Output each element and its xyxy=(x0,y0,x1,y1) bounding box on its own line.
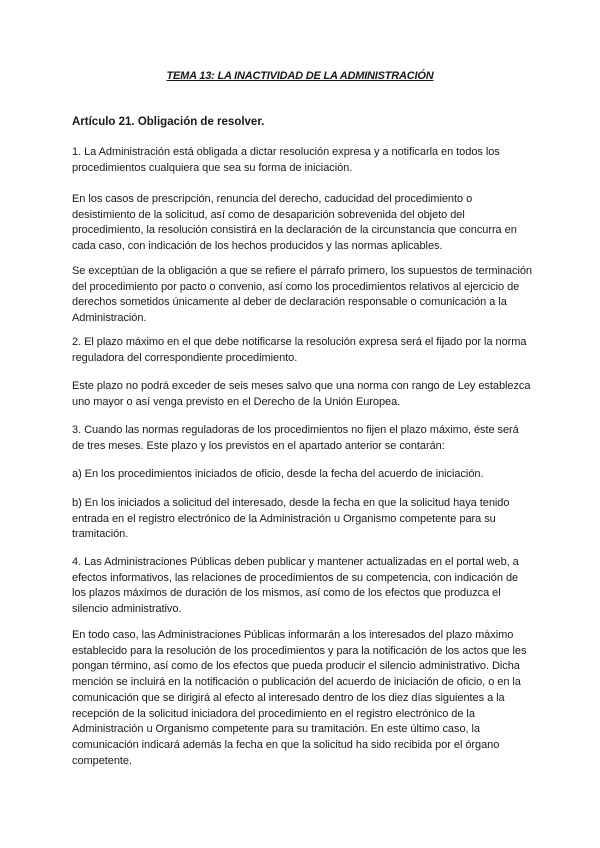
paragraph-1: 1. La Administración está obligada a dictar resolución expresa y a notificarla en todos los procedimientos cualquiera que sea su forma de iniciación. xyxy=(72,146,500,174)
paragraph-6: 3. Cuando las normas reguladoras de los procedimientos no fijen el plazo máximo, éste será de tres meses. Este plazo y los previstos en el apartado anterior se contarán: xyxy=(72,424,519,452)
paragraph-7: a) En los procedimientos iniciados de oficio, desde la fecha del acuerdo de iniciación. xyxy=(72,468,484,480)
paragraph-2: En los casos de prescripción, renuncia del derecho, caducidad del procedimiento o desistimiento de la solicitud, así como de desaparición sobrevenida del objeto del procedimiento, la resolución consistirá en la declaración de la circunstancia que concurra en cada caso, con indicación de los hechos producidos y las normas aplicables. xyxy=(72,193,517,253)
paragraph-3: Se exceptúan de la obligación a que se refiere el párrafo primero, los supuestos de terminación del procedimiento por pacto o convenio, así como los procedimientos relativos al ejercicio de derechos sometidos únicamente al deber de declaración responsable o comunicación a la Administración. xyxy=(72,265,532,325)
paragraph-4: 2. El plazo máximo en el que debe notificarse la resolución expresa será el fijado por la norma reguladora del correspondiente procedimiento. xyxy=(72,336,527,364)
paragraph-10: En todo caso, las Administraciones Públicas informarán a los interesados del plazo máximo establecido para la resolución de los procedimientos y para la notificación de los actos que les pongan término, así como de los efectos que pueda producir el silencio administrativo. Dicha mención se incluirá en la notificación o publicación del acuerdo de iniciación de oficio, o en la comunicación que se dirigirá al efecto al interesado dentro de los diez días siguientes a la recepción de la solicitud iniciadora del procedimiento en el registro electrónico de la Administración u Organismo competente para su tramitación. En este último caso, la comunicación indicará además la fecha en que la solicitud ha sido recibida por el órgano competente. xyxy=(72,629,527,767)
paragraph-8: b) En los iniciados a solicitud del interesado, desde la fecha en que la solicitud haya tenido entrada en el registro electrónico de la Administración u Organismo competente para su tramitación. xyxy=(72,497,510,541)
paragraph-5: Este plazo no podrá exceder de seis meses salvo que una norma con rango de Ley establezca uno mayor o así venga previsto en el Derecho de la Unión Europea. xyxy=(72,380,531,408)
paragraph-9: 4. Las Administraciones Públicas deben publicar y mantener actualizadas en el portal web, a efectos informativos, las relaciones de procedimientos de su competencia, con indicación de los plazos máximos de duración de los mismos, así como de los efectos que produzca el silencio administrativo. xyxy=(72,556,519,616)
page-title: TEMA 13: LA INACTIVIDAD DE LA ADMINISTRACIÓN xyxy=(166,70,434,82)
article-heading: Artículo 21. Obligación de resolver. xyxy=(72,116,265,128)
